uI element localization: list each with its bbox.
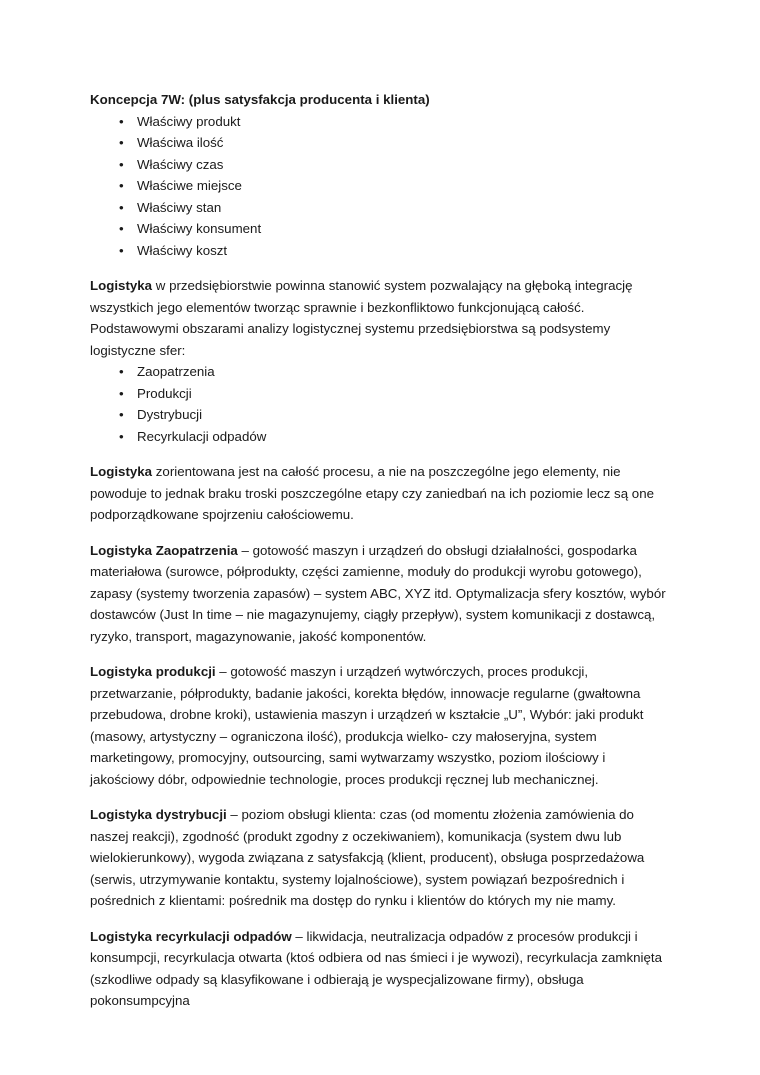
list-item: • Zaopatrzenia — [90, 361, 672, 383]
paragraph-logistyka-zorientowana — [90, 461, 672, 526]
list-item: • Właściwe miejsce — [90, 175, 672, 197]
paragraph-logistyka-intro — [90, 275, 672, 361]
paragraph-body: – gotowość maszyn i urządzeń wytwórczych, proces produkcji, przetwarzanie, półprodukty, badanie jakości, korekta błędów, innowacje regularne (gwałtowna przebudowa, drobne kroki), ustawienia maszyn i urządzeń w kształcie „U”, Wybór: jaki produkt (masowy, artystyczny – ograniczona ilość), produkcja wielko- czy małoseryjna, system marketingowy, promocyjny, outsourcing, sami wytwarzamy wszystko, poziom ilościowy i jakościowy dóbr, odpowiednie technologie, proces produkcji ręcznej lub mechanicznej. — [90, 664, 644, 787]
paragraph-lead: Logistyka recyrkulacji odpadów — [90, 928, 292, 944]
list-item: • Recyrkulacji odpadów — [90, 426, 672, 448]
paragraph-logistyka-dystrybucji — [90, 804, 672, 912]
paragraph-body: – gotowość maszyn i urządzeń do obsługi działalności, gospodarka materiałowa (surowce, półprodukty, części zamienne, moduły do produkcji wyrobu gotowego), zapasy (systemy tworzenia zapasów) – system ABC, XYZ itd. Optymalizacja sfery kosztów, wybór dostawców (Just In time – nie magazynujemy, ciągły przepływ), system komunikacji z dostawcą, ryzyko, transport, magazynowanie, jakość komponentów. — [90, 542, 666, 644]
list-item: • Właściwy koszt — [90, 240, 672, 262]
paragraph-lead: Logistyka — [90, 464, 153, 479]
paragraph-lead: Logistyka — [90, 278, 153, 293]
list-item: • Właściwy konsument — [90, 218, 672, 240]
list-item: • Właściwy czas — [90, 154, 672, 176]
paragraph-body: zorientowana jest na całość procesu, a nie na poszczególne jego elementy, nie powoduje to jednak braku troski poszczególne etapy czy zaniedbań na ich poziomie lecz są one podporządkowane spojrzeniu całościowemu. — [90, 464, 654, 522]
paragraph-body: w przedsiębiorstwie powinna stanowić system pozwalający na głęboką integrację wszystkich jego elementów tworząc sprawnie i bezkonfliktowo funkcjonującą całość. Podstawowymi obszarami analizy logistycznej systemu przedsiębiorstwa są podsystemy logistyczne sfer: — [90, 278, 633, 358]
paragraph-lead: Logistyka Zaopatrzenia — [90, 542, 238, 558]
paragraph-lead: Logistyka produkcji — [90, 664, 216, 679]
paragraph-logistyka-produkcji — [90, 661, 672, 790]
list-item: • Właściwa ilość — [90, 132, 672, 154]
paragraph-body: – likwidacja, neutralizacja odpadów z procesów produkcji i konsumpcji, recyrkulacja otwarta (ktoś odbiera od nas śmieci i je wywozi), recyrkulacja zamknięta (szkodliwe odpady są klasyfikowane i odbierają je wyspecjalizowane firmy), obsługa pokonsumpcyjna — [90, 928, 662, 1008]
paragraph-logistyka-zaopatrzenia — [90, 540, 672, 648]
bullet-list-7w — [90, 111, 672, 262]
list-item: • Dystrybucji — [90, 404, 672, 426]
list-item: • Właściwy stan — [90, 197, 672, 219]
paragraph-body: – poziom obsługi klienta: czas (od momentu złożenia zamówienia do naszej reakcji), zgodność (produkt zgodny z oczekiwaniem), komunikacja (system dwu lub wielokierunkowy), wygoda związana z satysfakcją (klient, producent), obsługa posprzedażowa (serwis, utrzymywanie kontaktu, systemy lojalnościowe), system powiązań bezpośrednich i pośrednich z klientami: pośrednik ma dostęp do rynku i klientów do których my nie mamy. — [90, 807, 645, 908]
heading-koncepcja-7w: Koncepcja 7W: (plus satysfakcja producenta i klienta) — [90, 92, 430, 107]
list-item: • Produkcji — [90, 383, 672, 405]
list-item: • Właściwy produkt — [90, 111, 672, 133]
paragraph-lead: Logistyka dystrybucji — [90, 807, 227, 822]
bullet-list-sfery — [90, 361, 672, 447]
paragraph-logistyka-recyrkulacji — [90, 926, 672, 1012]
